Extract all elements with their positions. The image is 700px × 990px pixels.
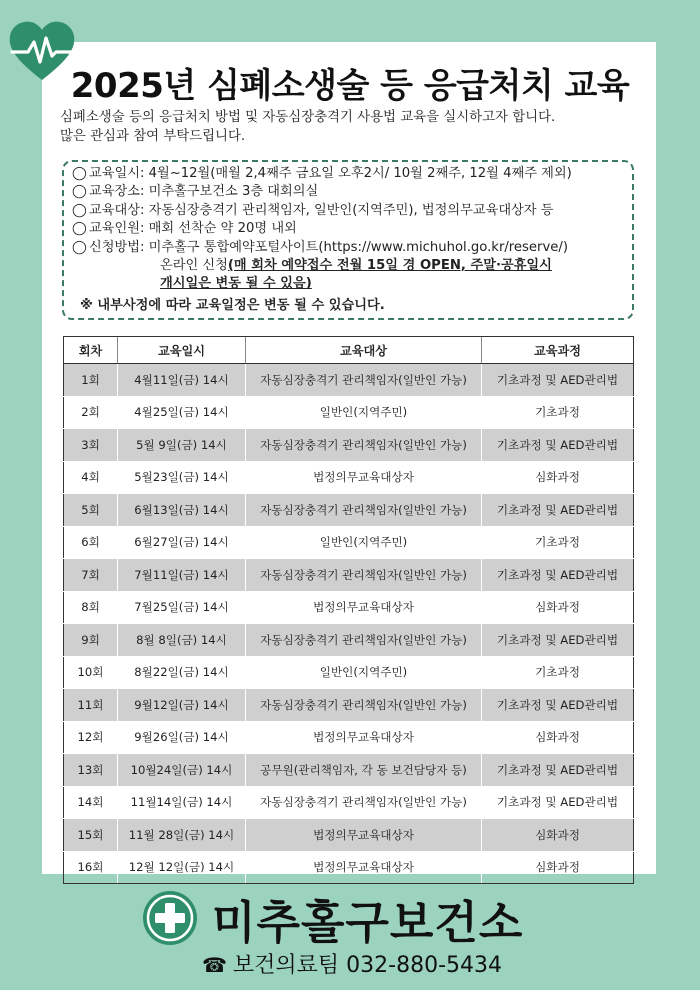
cell-course: 기초과정 및 AED관리법 (482, 689, 634, 722)
table-row (64, 494, 634, 527)
table-row (64, 656, 634, 689)
cell-target: 자동심장충격기 관리책임자(일반인 가능) (246, 559, 482, 592)
info-item-apply (72, 239, 642, 257)
intro-line: 많은 관심과 참여 부탁드립니다. (60, 129, 246, 144)
cell-target: 자동심장충격기 관리책임자(일반인 가능) (246, 689, 482, 722)
cell-course: 기초과정 및 AED관리법 (482, 624, 634, 657)
cell-round: 2회 (64, 396, 118, 429)
cell-target: 법정의무교육대상자 (246, 591, 482, 624)
cell-course: 기초과정 및 AED관리법 (482, 364, 634, 397)
info-item-place (72, 183, 642, 201)
cell-round: 14회 (64, 786, 118, 819)
apply-detail-plain: 온라인 신청 (160, 258, 228, 274)
cell-round: 9회 (64, 624, 118, 657)
cell-date: 10월24일(금) 14시 (118, 754, 246, 787)
cell-target: 법정의무교육대상자 (246, 721, 482, 754)
cell-target: 자동심장충격기 관리책임자(일반인 가능) (246, 624, 482, 657)
cell-course: 기초과정 및 AED관리법 (482, 559, 634, 592)
cell-course: 기초과정 및 AED관리법 (482, 494, 634, 527)
cell-target: 공무원(관리책임자, 각 동 보건담당자 등) (246, 754, 482, 787)
apply-detail-bold: 개시일은 변동 될 수 있음) (160, 276, 312, 292)
cell-round: 15회 (64, 819, 118, 852)
cell-target: 법정의무교육대상자 (246, 461, 482, 494)
info-item-text: 교육일시: 4월~12월(매월 2,4째주 금요일 오후2시/ 10월 2째주, 12월 4째주 제외) (89, 166, 572, 181)
cell-round: 10회 (64, 656, 118, 689)
cell-target: 자동심장충격기 관리책임자(일반인 가능) (246, 494, 482, 527)
cell-round: 11회 (64, 689, 118, 722)
phone-icon: ☎ (202, 953, 227, 977)
cell-round: 6회 (64, 526, 118, 559)
column-header: 교육일시 (118, 337, 246, 364)
cell-date: 7월11일(금) 14시 (118, 559, 246, 592)
cell-round: 12회 (64, 721, 118, 754)
table-row (64, 396, 634, 429)
info-item-text: 교육인원: 매회 선착순 약 20명 내외 (89, 221, 297, 237)
table-row (64, 754, 634, 787)
info-item-date (72, 165, 642, 183)
table-row (64, 364, 634, 397)
circle-bullet-icon: ◯ (72, 184, 87, 200)
cell-course: 기초과정 (482, 526, 634, 559)
circle-bullet-icon: ◯ (72, 202, 87, 218)
cell-course: 심화과정 (482, 591, 634, 624)
cell-course: 기초과정 (482, 396, 634, 429)
cell-date: 6월27일(금) 14시 (118, 526, 246, 559)
cell-date: 7월25일(금) 14시 (118, 591, 246, 624)
table-row (64, 591, 634, 624)
apply-detail-line (72, 275, 642, 293)
cell-round: 4회 (64, 461, 118, 494)
medical-cross-icon (142, 890, 198, 946)
cell-date: 11월14일(금) 14시 (118, 786, 246, 819)
info-item-target (72, 202, 642, 220)
column-header: 교육대상 (246, 337, 482, 364)
table-row (64, 526, 634, 559)
cell-round: 7회 (64, 559, 118, 592)
cell-date: 11월 28일(금) 14시 (118, 819, 246, 852)
cell-course: 심화과정 (482, 721, 634, 754)
contact-phone (202, 948, 502, 979)
cell-target: 자동심장충격기 관리책임자(일반인 가능) (246, 429, 482, 462)
apply-detail-line (72, 257, 642, 275)
table-row (64, 721, 634, 754)
cell-round: 5회 (64, 494, 118, 527)
column-header: 교육과정 (482, 337, 634, 364)
cell-date: 9월12일(금) 14시 (118, 689, 246, 722)
cell-round: 8회 (64, 591, 118, 624)
table-row (64, 689, 634, 722)
cell-target: 법정의무교육대상자 (246, 851, 482, 884)
info-item-text: 신청방법: 미추홀구 통합예약포털사이트(https://www.michuhol.go.kr/reserve/) (89, 239, 568, 255)
table-body (64, 364, 634, 884)
phone-text: 보건의료팀 032-880-5434 (232, 953, 503, 978)
circle-bullet-icon: ◯ (72, 239, 87, 255)
circle-bullet-icon: ◯ (72, 166, 87, 181)
cell-course: 기초과정 및 AED관리법 (482, 786, 634, 819)
cell-date: 12월 12일(금) 14시 (118, 851, 246, 884)
info-item-text: 교육대상: 자동심장충격기 관리책임자, 일반인(지역주민), 법정의무교육대상자 등 (89, 202, 554, 218)
cell-date: 5월23일(금) 14시 (118, 461, 246, 494)
table-row (64, 461, 634, 494)
intro-line: 심폐소생술 등의 응급처치 방법 및 자동심장충격기 사용법 교육을 실시하고자 합니다. (60, 110, 556, 125)
page-title: 2025년 심폐소생술 등 응급처치 교육 (70, 66, 630, 106)
cell-round: 16회 (64, 851, 118, 884)
cell-course: 심화과정 (482, 461, 634, 494)
cell-target: 일반인(지역주민) (246, 396, 482, 429)
cell-date: 4월25일(금) 14시 (118, 396, 246, 429)
cell-round: 13회 (64, 754, 118, 787)
info-list (72, 165, 642, 315)
cell-round: 3회 (64, 429, 118, 462)
circle-bullet-icon: ◯ (72, 221, 87, 237)
cell-course: 심화과정 (482, 851, 634, 884)
cell-target: 일반인(지역주민) (246, 656, 482, 689)
cell-date: 4월11일(금) 14시 (118, 364, 246, 397)
cell-round: 1회 (64, 364, 118, 397)
cell-date: 5월 9일(금) 14시 (118, 429, 246, 462)
cell-course: 기초과정 및 AED관리법 (482, 429, 634, 462)
table-row (64, 559, 634, 592)
table-row (64, 624, 634, 657)
intro-text (60, 108, 650, 146)
table-row (64, 429, 634, 462)
schedule-table (63, 336, 634, 884)
cell-date: 8월22일(금) 14시 (118, 656, 246, 689)
apply-detail-bold: (매 회차 예약접수 전월 15일 경 OPEN, 주말·공휴일시 (227, 258, 552, 274)
schedule-change-note: ※ 내부사정에 따라 교육일정은 변동 될 수 있습니다. (80, 297, 385, 313)
cell-date: 6월13일(금) 14시 (118, 494, 246, 527)
cell-date: 9월26일(금) 14시 (118, 721, 246, 754)
table-row (64, 786, 634, 819)
table-row (64, 851, 634, 884)
cell-course: 기초과정 및 AED관리법 (482, 754, 634, 787)
column-header: 회차 (64, 337, 118, 364)
cell-target: 자동심장충격기 관리책임자(일반인 가능) (246, 786, 482, 819)
info-item-capacity (72, 220, 642, 238)
table-row (64, 819, 634, 852)
cell-target: 일반인(지역주민) (246, 526, 482, 559)
cell-date: 8월 8일(금) 14시 (118, 624, 246, 657)
info-item-text: 교육장소: 미추홀구보건소 3층 대회의실 (89, 184, 319, 200)
cell-course: 심화과정 (482, 819, 634, 852)
cell-target: 법정의무교육대상자 (246, 819, 482, 852)
cell-target: 자동심장충격기 관리책임자(일반인 가능) (246, 364, 482, 397)
table-header-row (64, 337, 634, 364)
cell-course: 기초과정 (482, 656, 634, 689)
organization-name: 미추홀구보건소 (212, 896, 524, 949)
